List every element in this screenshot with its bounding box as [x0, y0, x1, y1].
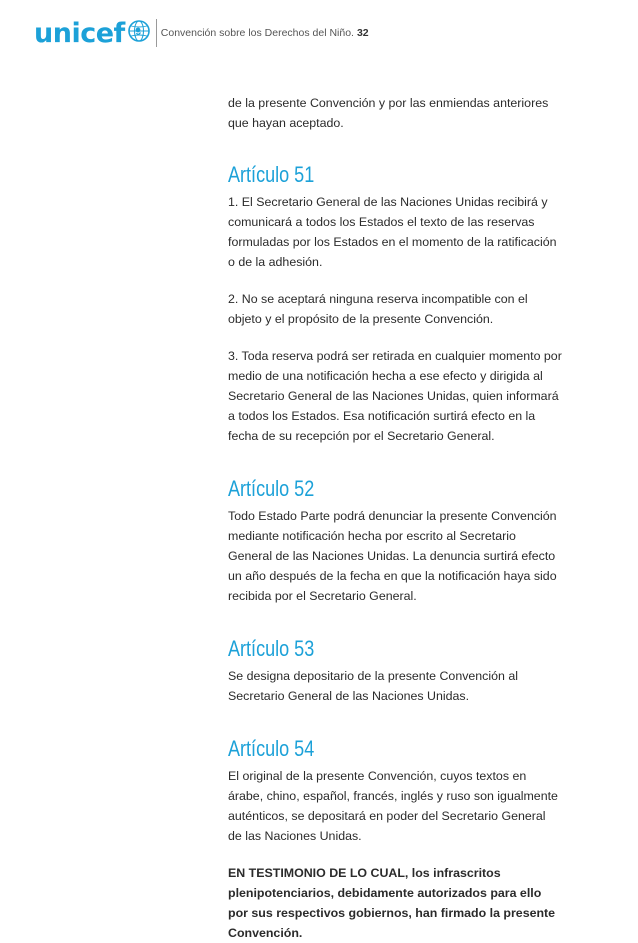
article-paragraph: Se designa depositario de la presente Convención al Secretario General de las Naciones Unidas. [228, 669, 519, 703]
article-paragraph: 2. No se aceptará ninguna reserva incompatible con el objeto y el propósito de la presente Convención. [228, 292, 528, 326]
article-paragraph: El original de la presente Convención, cuyos textos en árabe, chino, español, francés, inglés y ruso son igualmente auténticos, se depositará en poder del Secretario General de las Naciones Unidas. [228, 769, 558, 843]
header-divider [156, 19, 157, 47]
page-header [34, 18, 369, 48]
article-title: Artículo 52 [228, 476, 315, 501]
page-body [228, 93, 562, 943]
article-52 [228, 476, 562, 606]
header-caption [161, 27, 369, 39]
article-title: Artículo 51 [228, 162, 315, 187]
article-paragraph: 3. Toda reserva podrá ser retirada en cualquier momento por medio de una notificación hecha a ese efecto y dirigida al Secretario General de las Naciones Unidas, quien informará a todos los Estados. Esa notificación surtirá efecto en la fecha de su recepción por el Secretario General. [228, 349, 562, 443]
article-paragraph: 1. El Secretario General de las Naciones Unidas recibirá y comunicará a todos los Estados el texto de las reservas formuladas por los Estados en el momento de la ratificación o de la adhesión. [228, 195, 557, 269]
article-53 [228, 636, 562, 706]
article-title: Artículo 54 [228, 736, 315, 761]
article-title: Artículo 53 [228, 636, 315, 661]
article-paragraph: Todo Estado Parte podrá denunciar la presente Convención mediante notificación hecha por escrito al Secretario General de las Naciones Unidas. La denuncia surtirá efecto un año después de la fecha en que la notificación haya sido recibida por el Secretario General. [228, 509, 557, 603]
closing-statement: EN TESTIMONIO DE LO CUAL, los infrascritos plenipotenciarios, debidamente autorizados para ello por sus respectivos gobiernos, han firmado la presente Convención. [228, 866, 556, 940]
intro-paragraph: de la presente Convención y por las enmiendas anteriores que hayan aceptado. [228, 96, 549, 130]
unicef-logo: unicef [34, 17, 125, 49]
article-51 [228, 162, 562, 446]
page-number: 32 [356, 27, 369, 39]
unicef-globe-icon [127, 19, 151, 43]
article-54 [228, 736, 562, 943]
document-title: Convención sobre los Derechos del Niño. [160, 27, 354, 39]
